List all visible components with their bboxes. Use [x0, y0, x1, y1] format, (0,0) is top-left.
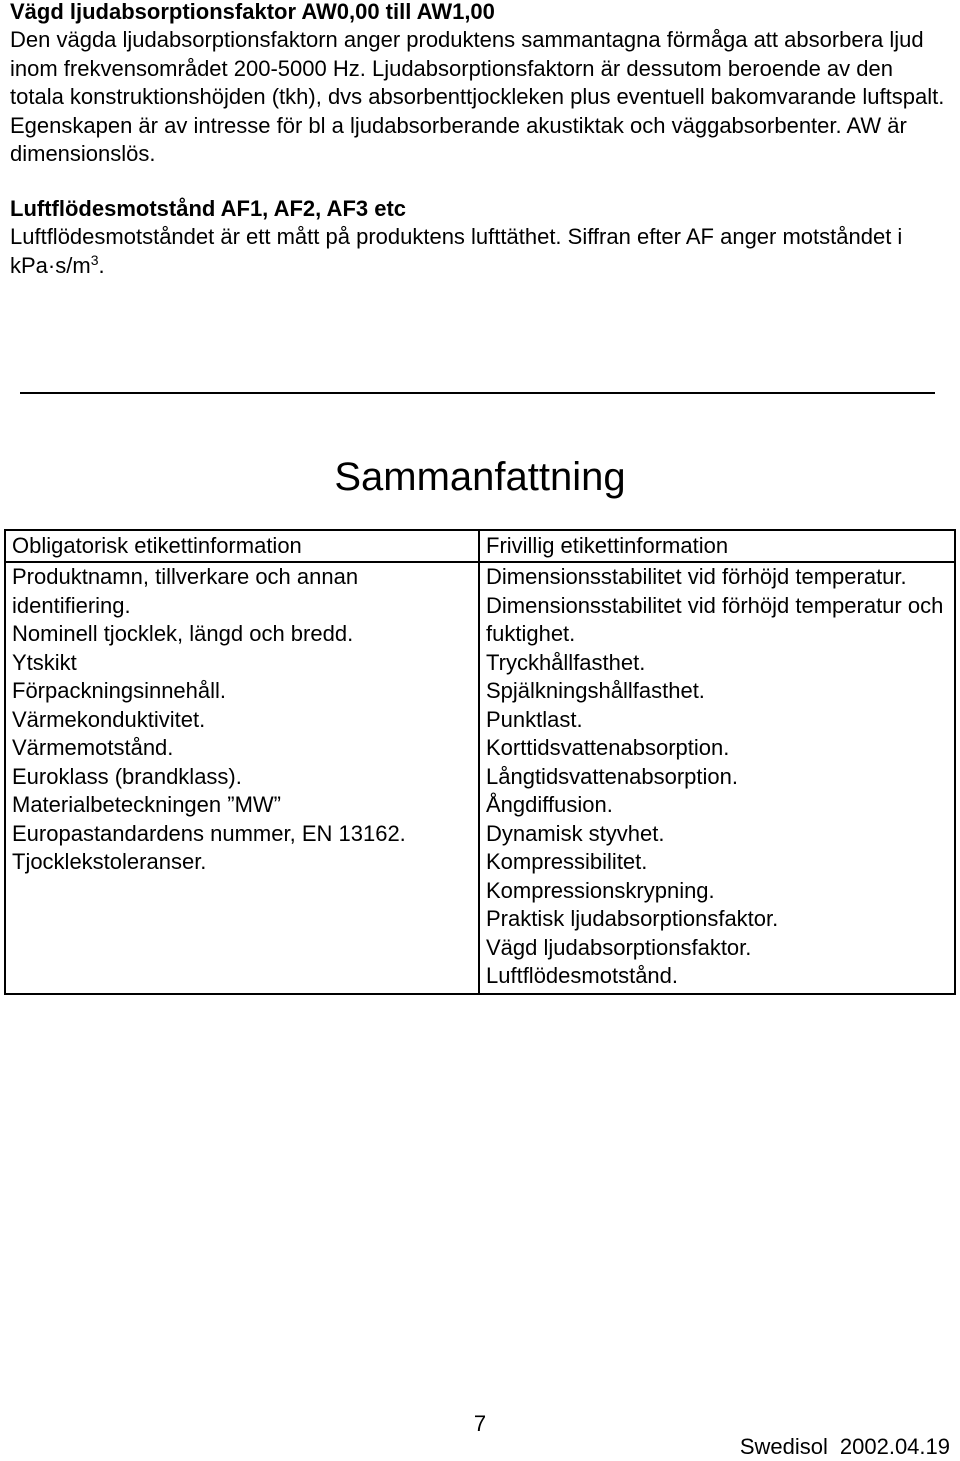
list-item: Värmemotstånd.: [12, 735, 174, 760]
summary-header-row: [5, 530, 955, 562]
list-item: Praktisk ljudabsorptionsfaktor.: [486, 906, 779, 931]
mandatory-list: [5, 562, 479, 994]
horizontal-divider: [20, 392, 935, 394]
section-body: Den vägda ljudabsorptionsfaktorn anger produktens sammantagna förmåga att absorbera ljud inom frekvensområdet 200-5000 Hz. Ljudabsorptionsfaktorn är dessutom beroende av den totala konstruktionshöjden (tkh), dvs absorbenttjockleken plus eventuell bakomvarande luftspalt. Egenskapen är av intresse för bl a ljudabsorberande akustiktak och väggabsorbenter. AW är dimensionslös.: [10, 27, 945, 167]
mandatory-header: Obligatorisk etikettinformation: [5, 530, 479, 562]
superscript-exponent: 3: [90, 251, 99, 268]
footer-company: Swedisol: [739, 1434, 828, 1459]
list-item: Dimensionsstabilitet vid förhöjd temperatur.: [486, 564, 907, 589]
list-item: Förpackningsinnehåll.: [12, 678, 227, 703]
footer-date: 2002.04.19: [839, 1434, 950, 1459]
section-airflow-resistance: [10, 195, 950, 280]
summary-table: [4, 529, 956, 995]
list-item: Punktlast.: [486, 706, 583, 732]
list-item: Europastandardens nummer, EN 13162.: [12, 820, 406, 846]
section-title: Luftflödesmotstånd AF1, AF2, AF3 etc: [10, 196, 407, 221]
list-item: Tryckhållfasthet.: [486, 649, 646, 675]
optional-list: [479, 562, 955, 994]
summary-title: Sammanfattning: [334, 455, 626, 499]
section-weighted-sound-absorption: [10, 0, 950, 169]
optional-header: Frivillig etikettinformation: [479, 530, 955, 562]
list-item: Tjocklekstoleranser.: [12, 849, 207, 874]
page-number: 7: [473, 1411, 487, 1436]
list-item: Euroklass (brandklass).: [12, 763, 242, 789]
list-item: Nominell tjocklek, längd och bredd.: [12, 621, 354, 646]
list-item: Vägd ljudabsorptionsfaktor.: [486, 934, 752, 960]
list-item: Materialbeteckningen ”MW”: [12, 792, 281, 817]
summary-body-row: [5, 562, 955, 994]
list-item: Dimensionsstabilitet vid förhöjd temperatur och fuktighet.: [486, 592, 944, 646]
list-item: Värmekonduktivitet.: [12, 706, 206, 732]
section-body: [10, 223, 950, 280]
section-body-end: .: [98, 252, 105, 278]
list-item: Produktnamn, tillverkare och annan identifiering.: [12, 564, 359, 618]
list-item: Dynamisk styvhet.: [486, 820, 665, 846]
page-footer: [740, 1433, 950, 1461]
list-item: Spjälkningshållfasthet.: [486, 678, 705, 703]
list-item: Ytskikt: [12, 649, 77, 675]
list-item: Kompressionskrypning.: [486, 877, 715, 903]
list-item: Luftflödesmotstånd.: [486, 963, 679, 988]
list-item: Ångdiffusion.: [486, 792, 613, 817]
section-title: Vägd ljudabsorptionsfaktor AW0,00 till AW1,00: [10, 0, 495, 24]
section-body-text: Luftflödesmotståndet är ett mått på produktens lufttäthet. Siffran efter AF anger motståndet i kPa·s/m: [10, 224, 903, 278]
list-item: Kompressibilitet.: [486, 849, 648, 874]
list-item: Korttidsvattenabsorption.: [486, 735, 730, 760]
list-item: Långtidsvattenabsorption.: [486, 763, 738, 789]
